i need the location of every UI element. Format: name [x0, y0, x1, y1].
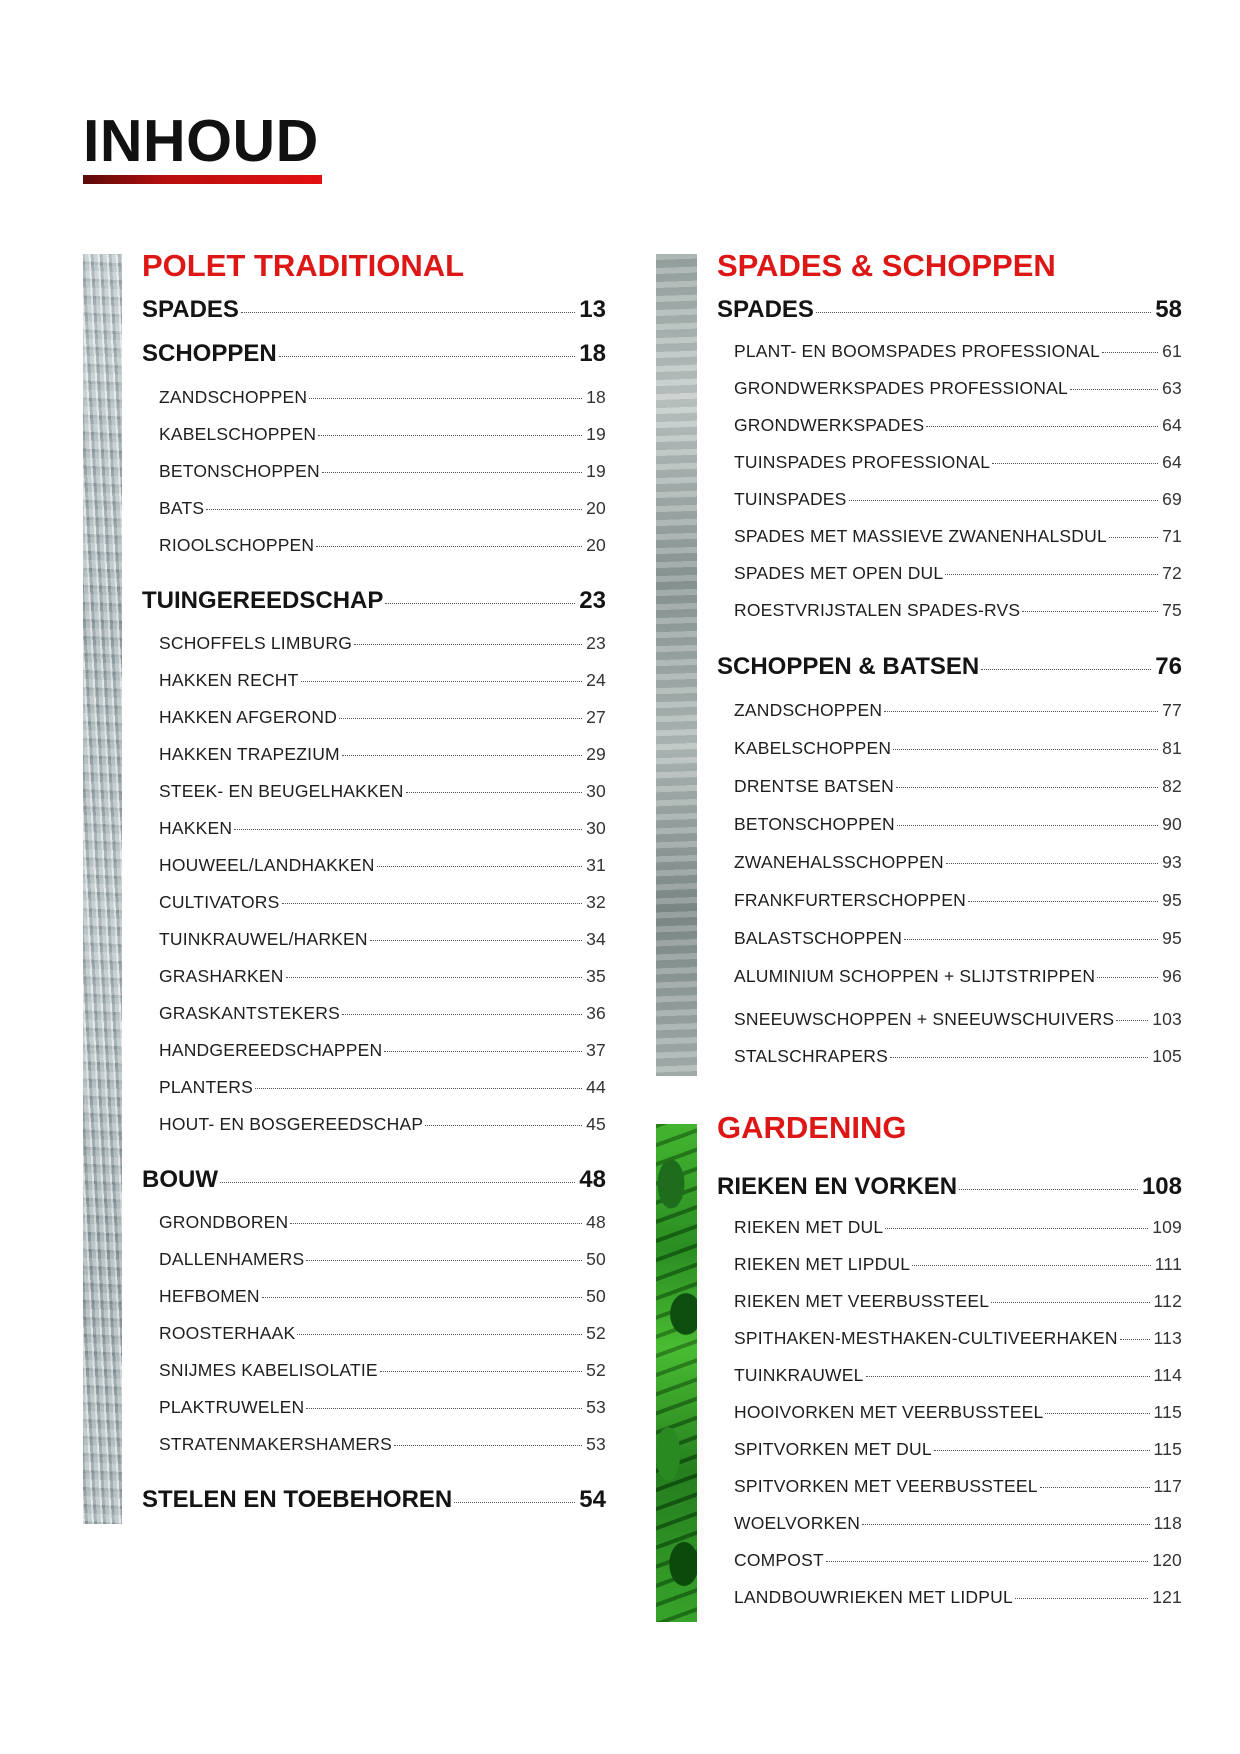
- toc-page-number: 93: [1162, 852, 1182, 872]
- section-heading: GARDENING: [717, 1110, 907, 1145]
- toc-page-number: 19: [586, 461, 606, 481]
- toc-item-row[interactable]: [159, 1397, 606, 1418]
- toc-page-number: 18: [579, 340, 606, 367]
- toc-item-row[interactable]: [734, 1402, 1182, 1423]
- toc-item-row[interactable]: [159, 781, 606, 802]
- toc-item-row[interactable]: [734, 852, 1182, 873]
- toc-entry-label: SPADES MET OPEN DUL: [734, 563, 944, 583]
- toc-item-row[interactable]: [159, 1249, 606, 1270]
- toc-page-number: 71: [1162, 526, 1182, 546]
- dot-leader: [1120, 1339, 1150, 1340]
- dot-leader: [1040, 1487, 1150, 1488]
- toc-page-number: 90: [1162, 814, 1182, 834]
- toc-item-row[interactable]: [159, 929, 606, 950]
- toc-entry-label: HOOIVORKEN MET VEERBUSSTEEL: [734, 1402, 1044, 1422]
- dot-leader: [220, 1182, 575, 1183]
- toc-page-number: 54: [579, 1486, 606, 1513]
- dot-leader: [241, 312, 575, 313]
- toc-page-number: 114: [1153, 1365, 1182, 1385]
- toc-item-row[interactable]: [734, 341, 1182, 362]
- toc-page-number: 64: [1162, 452, 1182, 472]
- toc-item-row[interactable]: [159, 387, 606, 408]
- section-heading: POLET TRADITIONAL: [142, 248, 465, 283]
- toc-entry-label: HAKKEN RECHT: [159, 670, 299, 690]
- dot-leader: [885, 1228, 1148, 1229]
- toc-entry-label: GRASKANTSTEKERS: [159, 1003, 340, 1023]
- dot-leader: [1109, 537, 1158, 538]
- toc-entry-label: SCHOPPEN & BATSEN: [717, 653, 980, 680]
- toc-entry-label: GRONDWERKSPADES: [734, 415, 925, 435]
- dot-leader: [946, 863, 1158, 864]
- toc-entry-label: RIEKEN EN VORKEN: [717, 1173, 958, 1200]
- dot-leader: [862, 1524, 1149, 1525]
- toc-entry-label: RIEKEN MET LIPDUL: [734, 1254, 911, 1274]
- toc-page-number: 113: [1153, 1328, 1182, 1348]
- dot-leader: [306, 1260, 582, 1261]
- toc-category-row[interactable]: [142, 587, 606, 615]
- dot-leader: [301, 681, 583, 682]
- toc-item-row[interactable]: [734, 563, 1182, 584]
- dot-leader: [1116, 1020, 1148, 1021]
- toc-page-number: 96: [1162, 966, 1182, 986]
- toc-entry-label: SPITVORKEN MET VEERBUSSTEEL: [734, 1476, 1038, 1496]
- dot-leader: [454, 1502, 575, 1503]
- toc-page-number: 18: [586, 387, 606, 407]
- toc-category-row[interactable]: [142, 296, 606, 324]
- dot-leader: [926, 426, 1158, 427]
- dot-leader: [354, 644, 582, 645]
- dot-leader: [866, 1376, 1150, 1377]
- toc-item-row[interactable]: [159, 855, 606, 876]
- toc-item-row[interactable]: [734, 600, 1182, 621]
- dot-leader: [282, 903, 583, 904]
- dot-leader: [934, 1450, 1150, 1451]
- toc-page-number: 105: [1152, 1046, 1182, 1066]
- toc-item-row[interactable]: [159, 1114, 606, 1135]
- toc-entry-label: SPITVORKEN MET DUL: [734, 1439, 932, 1459]
- toc-page-number: 45: [586, 1114, 606, 1134]
- toc-entry-label: BETONSCHOPPEN: [159, 461, 320, 481]
- dot-leader: [912, 1265, 1151, 1266]
- dot-leader: [339, 718, 582, 719]
- toc-page-number: 82: [1162, 776, 1182, 796]
- toc-entry-label: HANDGEREEDSCHAPPEN: [159, 1040, 383, 1060]
- toc-item-row[interactable]: [159, 1286, 606, 1307]
- dot-leader: [1097, 977, 1158, 978]
- toc-page-number: 81: [1162, 738, 1182, 758]
- dot-leader: [1015, 1598, 1148, 1599]
- dot-leader: [394, 1445, 582, 1446]
- page-title: INHOUD: [83, 108, 319, 174]
- toc-page-number: 95: [1162, 890, 1182, 910]
- toc-item-row[interactable]: [734, 1476, 1182, 1497]
- toc-page-number: 50: [586, 1286, 606, 1306]
- toc-item-row[interactable]: [734, 1513, 1182, 1534]
- toc-entry-label: FRANKFURTERSCHOPPEN: [734, 890, 966, 910]
- dot-leader: [297, 1334, 582, 1335]
- toc-page-number: 76: [1155, 653, 1182, 680]
- toc-entry-label: TUINKRAUWEL: [734, 1365, 864, 1385]
- toc-page-number: 30: [586, 818, 606, 838]
- toc-item-row[interactable]: [734, 489, 1182, 510]
- dot-leader: [425, 1125, 582, 1126]
- toc-entry-label: SCHOPPEN: [142, 340, 277, 367]
- dot-leader: [306, 1408, 582, 1409]
- dot-leader: [290, 1223, 582, 1224]
- dot-leader: [262, 1297, 582, 1298]
- dot-leader: [1022, 611, 1158, 612]
- water-texture-strip: [656, 254, 697, 1076]
- toc-item-row[interactable]: [159, 1003, 606, 1024]
- dot-leader: [316, 546, 582, 547]
- toc-page-number: 20: [586, 535, 606, 555]
- dot-leader: [406, 792, 583, 793]
- toc-entry-label: TUINGEREEDSCHAP: [142, 587, 384, 614]
- toc-page-number: 13: [579, 296, 606, 323]
- toc-item-row[interactable]: [159, 1434, 606, 1455]
- dot-leader: [849, 500, 1159, 501]
- toc-page-number: 108: [1141, 1173, 1182, 1200]
- dot-leader: [890, 1057, 1148, 1058]
- toc-page-number: 32: [586, 892, 606, 912]
- toc-entry-label: RIOOLSCHOPPEN: [159, 535, 315, 555]
- toc-page-number: 30: [586, 781, 606, 801]
- toc-item-row[interactable]: [159, 892, 606, 913]
- toc-entry-label: STELEN EN TOEBEHOREN: [142, 1486, 453, 1513]
- toc-entry-label: CULTIVATORS: [159, 892, 280, 912]
- toc-item-row[interactable]: [734, 1217, 1182, 1238]
- toc-item-row[interactable]: [734, 1291, 1182, 1312]
- toc-page-number: 31: [586, 855, 606, 875]
- toc-entry-label: HAKKEN TRAPEZIUM: [159, 744, 340, 764]
- dot-leader: [380, 1371, 582, 1372]
- toc-page-number: 63: [1162, 378, 1182, 398]
- toc-item-row[interactable]: [159, 535, 606, 556]
- toc-item-row[interactable]: [159, 744, 606, 765]
- toc-category-row[interactable]: [142, 340, 606, 368]
- toc-entry-label: ALUMINIUM SCHOPPEN + SLIJTSTRIPPEN: [734, 966, 1096, 986]
- dot-leader: [255, 1088, 582, 1089]
- dot-leader: [370, 940, 582, 941]
- dot-leader: [893, 749, 1158, 750]
- toc-entry-label: HOUWEEL/LANDHAKKEN: [159, 855, 375, 875]
- toc-page-number: 48: [586, 1212, 606, 1232]
- toc-entry-label: HEFBOMEN: [159, 1286, 260, 1306]
- dot-leader: [342, 755, 582, 756]
- toc-page-number: 103: [1152, 1009, 1182, 1029]
- toc-page-number: 75: [1162, 600, 1182, 620]
- toc-page-number: 121: [1152, 1587, 1182, 1607]
- toc-page-number: 53: [586, 1434, 606, 1454]
- toc-entry-label: PLANTERS: [159, 1077, 253, 1097]
- dot-leader: [322, 472, 582, 473]
- toc-entry-label: ZWANEHALSSCHOPPEN: [734, 852, 944, 872]
- toc-item-row[interactable]: [734, 700, 1182, 721]
- toc-entry-label: RIEKEN MET VEERBUSSTEEL: [734, 1291, 990, 1311]
- toc-item-row[interactable]: [159, 498, 606, 519]
- toc-entry-label: SPITHAKEN-MESTHAKEN-CULTIVEERHAKEN: [734, 1328, 1118, 1348]
- toc-item-row[interactable]: [159, 424, 606, 445]
- toc-entry-label: BOUW: [142, 1166, 218, 1193]
- toc-item-row[interactable]: [159, 1323, 606, 1344]
- toc-entry-label: DALLENHAMERS: [159, 1249, 305, 1269]
- toc-page-number: 111: [1154, 1254, 1182, 1274]
- toc-page-number: 52: [586, 1323, 606, 1343]
- toc-item-row[interactable]: [734, 1550, 1182, 1571]
- dot-leader: [377, 866, 583, 867]
- toc-category-row[interactable]: [717, 296, 1182, 324]
- dot-leader: [234, 829, 582, 830]
- toc-item-row[interactable]: [734, 928, 1182, 949]
- toc-page-number: 61: [1162, 341, 1182, 361]
- toc-entry-label: SPADES MET MASSIEVE ZWANENHALSDUL: [734, 526, 1107, 546]
- toc-page-number: 27: [586, 707, 606, 727]
- toc-page-number: 48: [579, 1166, 606, 1193]
- foliage-texture-strip: [656, 1124, 697, 1622]
- toc-entry-label: STRATENMAKERSHAMERS: [159, 1434, 392, 1454]
- toc-entry-label: SNEEUWSCHOPPEN + SNEEUWSCHUIVERS: [734, 1009, 1115, 1029]
- toc-entry-label: HOUT- EN BOSGEREEDSCHAP: [159, 1114, 424, 1134]
- section-heading: SPADES & SCHOPPEN: [717, 248, 1056, 283]
- toc-page-number: 117: [1153, 1476, 1182, 1496]
- dot-leader: [896, 787, 1158, 788]
- toc-entry-label: STALSCHRAPERS: [734, 1046, 888, 1066]
- dot-leader: [309, 398, 582, 399]
- toc-item-row[interactable]: [159, 1077, 606, 1098]
- toc-page-number: 64: [1162, 415, 1182, 435]
- toc-entry-label: BETONSCHOPPEN: [734, 814, 895, 834]
- toc-entry-label: SNIJMES KABELISOLATIE: [159, 1360, 378, 1380]
- toc-page-number: 69: [1162, 489, 1182, 509]
- toc-item-row[interactable]: [734, 738, 1182, 759]
- toc-page-number: 44: [586, 1077, 606, 1097]
- toc-item-row[interactable]: [159, 966, 606, 987]
- dot-leader: [279, 356, 576, 357]
- toc-item-row[interactable]: [159, 1040, 606, 1061]
- toc-page-number: 72: [1162, 563, 1182, 583]
- toc-item-row[interactable]: [734, 1254, 1182, 1275]
- dot-leader: [384, 1051, 582, 1052]
- dot-leader: [1045, 1413, 1149, 1414]
- toc-entry-label: KABELSCHOPPEN: [159, 424, 317, 444]
- toc-item-row[interactable]: [734, 526, 1182, 547]
- toc-page-number: 35: [586, 966, 606, 986]
- toc-entry-label: SCHOFFELS LIMBURG: [159, 633, 353, 653]
- dot-leader: [826, 1561, 1148, 1562]
- toc-item-row[interactable]: [734, 966, 1182, 987]
- dot-leader: [385, 603, 575, 604]
- toc-entry-label: ROESTVRIJSTALEN SPADES-RVS: [734, 600, 1021, 620]
- dot-leader: [992, 463, 1158, 464]
- toc-item-row[interactable]: [734, 1009, 1182, 1030]
- toc-entry-label: COMPOST: [734, 1550, 824, 1570]
- toc-page-number: 23: [579, 587, 606, 614]
- toc-entry-label: BATS: [159, 498, 205, 518]
- dot-leader: [1070, 389, 1158, 390]
- dot-leader: [897, 825, 1158, 826]
- toc-entry-label: TUINSPADES PROFESSIONAL: [734, 452, 991, 472]
- toc-page-number: 95: [1162, 928, 1182, 948]
- dot-leader: [959, 1189, 1138, 1190]
- toc-item-row[interactable]: [159, 461, 606, 482]
- dot-leader: [945, 574, 1158, 575]
- toc-page-number: 50: [586, 1249, 606, 1269]
- toc-item-row[interactable]: [734, 890, 1182, 911]
- title-underline: [83, 175, 322, 184]
- toc-entry-label: DRENTSE BATSEN: [734, 776, 895, 796]
- toc-page-number: 37: [586, 1040, 606, 1060]
- toc-item-row[interactable]: [734, 378, 1182, 399]
- toc-item-row[interactable]: [734, 1365, 1182, 1386]
- toc-page-number: 20: [586, 498, 606, 518]
- dot-leader: [206, 509, 582, 510]
- toc-item-row[interactable]: [734, 1439, 1182, 1460]
- toc-item-row[interactable]: [734, 1046, 1182, 1067]
- toc-item-row[interactable]: [159, 670, 606, 691]
- toc-item-row[interactable]: [159, 707, 606, 728]
- dot-leader: [286, 977, 583, 978]
- toc-page-number: 53: [586, 1397, 606, 1417]
- dot-leader: [1102, 352, 1158, 353]
- dot-leader: [816, 312, 1151, 313]
- toc-entry-label: HAKKEN AFGEROND: [159, 707, 338, 727]
- toc-page-number: 120: [1152, 1550, 1182, 1570]
- toc-page-number: 34: [586, 929, 606, 949]
- toc-page-number: 115: [1153, 1402, 1182, 1422]
- toc-entry-label: WOELVORKEN: [734, 1513, 861, 1533]
- toc-entry-label: TUINSPADES: [734, 489, 847, 509]
- toc-page-number: 109: [1152, 1217, 1182, 1237]
- toc-page-number: 19: [586, 424, 606, 444]
- toc-entry-label: STEEK- EN BEUGELHAKKEN: [159, 781, 404, 801]
- toc-item-row[interactable]: [159, 818, 606, 839]
- toc-page-number: 52: [586, 1360, 606, 1380]
- toc-item-row[interactable]: [734, 452, 1182, 473]
- toc-page-number: 77: [1162, 700, 1182, 720]
- toc-entry-label: TUINKRAUWEL/HARKEN: [159, 929, 368, 949]
- dot-leader: [318, 435, 582, 436]
- toc-page-number: 29: [586, 744, 606, 764]
- toc-page-number: 112: [1153, 1291, 1182, 1311]
- toc-entry-label: ROOSTERHAAK: [159, 1323, 296, 1343]
- toc-entry-label: SPADES: [717, 296, 814, 323]
- toc-entry-label: GRONDBOREN: [159, 1212, 289, 1232]
- toc-item-row[interactable]: [159, 1360, 606, 1381]
- toc-item-row[interactable]: [734, 814, 1182, 835]
- toc-page-number: 118: [1153, 1513, 1182, 1533]
- toc-entry-label: ZANDSCHOPPEN: [159, 387, 308, 407]
- toc-item-row[interactable]: [734, 1328, 1182, 1349]
- dot-leader: [884, 711, 1158, 712]
- toc-item-row[interactable]: [734, 415, 1182, 436]
- toc-page-number: 24: [586, 670, 606, 690]
- dot-leader: [981, 669, 1151, 670]
- toc-page-number: 115: [1153, 1439, 1182, 1459]
- toc-entry-label: KABELSCHOPPEN: [734, 738, 892, 758]
- toc-category-row[interactable]: [717, 653, 1182, 681]
- toc-entry-label: SPADES: [142, 296, 239, 323]
- dot-leader: [991, 1302, 1149, 1303]
- toc-category-row[interactable]: [142, 1166, 606, 1194]
- toc-entry-label: PLAKTRUWELEN: [159, 1397, 305, 1417]
- dot-leader: [968, 901, 1158, 902]
- toc-entry-label: HAKKEN: [159, 818, 233, 838]
- toc-entry-label: LANDBOUWRIEKEN MET LIDPUL: [734, 1587, 1013, 1607]
- toc-page-number: 58: [1155, 296, 1182, 323]
- toc-entry-label: PLANT- EN BOOMSPADES PROFESSIONAL: [734, 341, 1101, 361]
- toc-item-row[interactable]: [159, 1212, 606, 1233]
- toc-item-row[interactable]: [159, 633, 606, 654]
- toc-page-number: 36: [586, 1003, 606, 1023]
- toc-page-number: 23: [586, 633, 606, 653]
- dot-leader: [342, 1014, 582, 1015]
- marble-texture-strip: [83, 254, 122, 1524]
- toc-entry-label: ZANDSCHOPPEN: [734, 700, 883, 720]
- toc-entry-label: GRONDWERKSPADES PROFESSIONAL: [734, 378, 1068, 398]
- toc-item-row[interactable]: [734, 776, 1182, 797]
- dot-leader: [904, 939, 1158, 940]
- toc-item-row[interactable]: [734, 1587, 1182, 1608]
- toc-entry-label: BALASTSCHOPPEN: [734, 928, 903, 948]
- toc-entry-label: RIEKEN MET DUL: [734, 1217, 884, 1237]
- toc-category-row[interactable]: [142, 1486, 606, 1514]
- toc-entry-label: GRASHARKEN: [159, 966, 284, 986]
- toc-category-row[interactable]: [717, 1173, 1182, 1201]
